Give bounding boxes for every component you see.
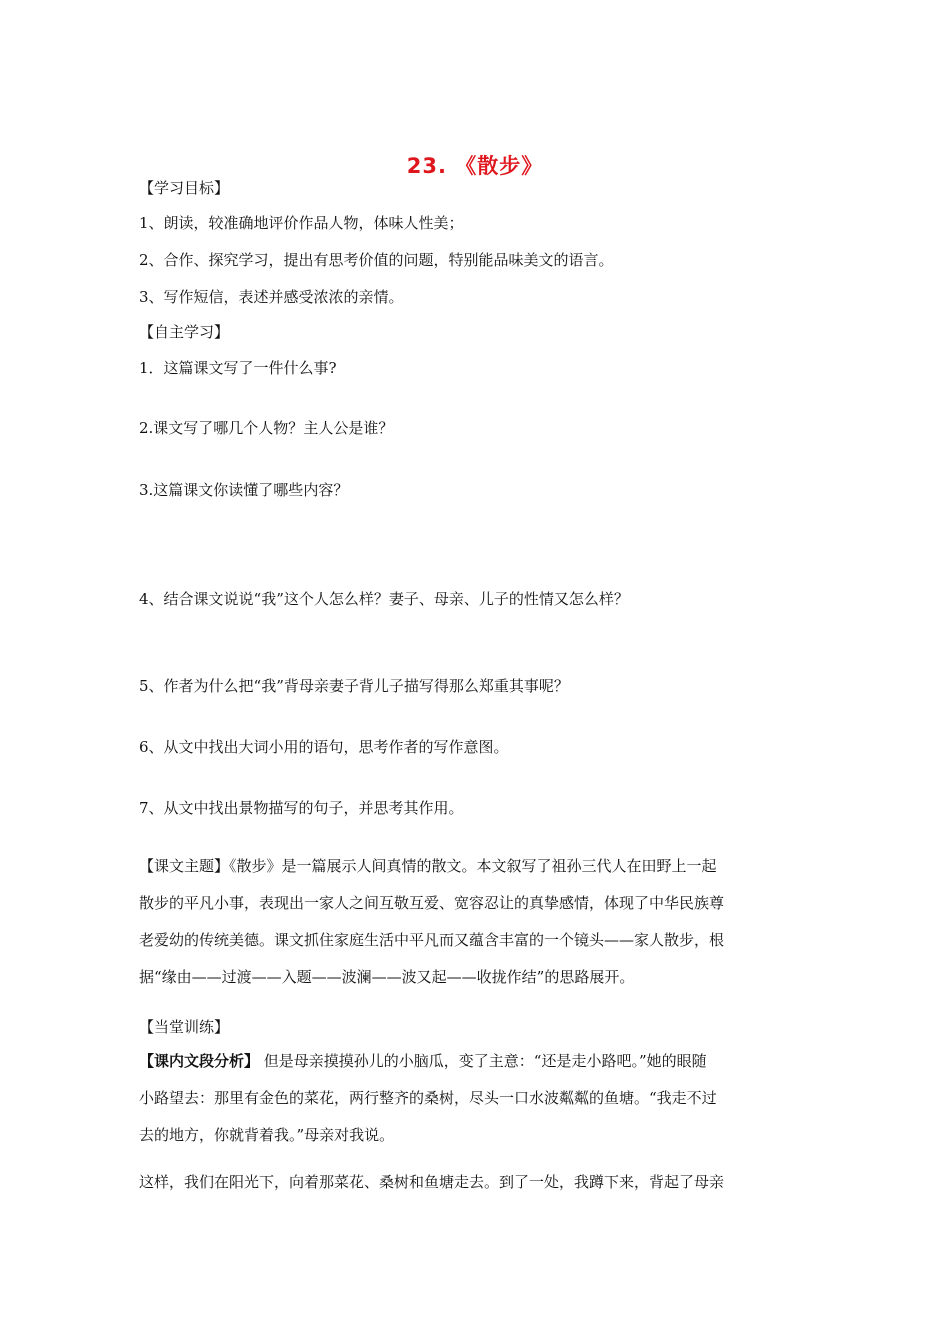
analysis-line — [139, 1043, 811, 1080]
question-6: 6、从文中找出大词小用的语句，思考作者的写作意图。 — [139, 738, 509, 756]
theme-paragraph — [139, 848, 811, 996]
analysis-line: 小路望去：那里有金色的菜花，两行整齐的桑树，尽头一口水波粼粼的鱼塘。“我走不过 — [139, 1089, 717, 1107]
theme-line: 【课文主题】《散步》是一篇展示人间真情的散文。本文叙写了祖孙三代人在田野上一起 — [139, 857, 717, 875]
theme-line: 老爱幼的传统美德。课文抓住家庭生活中平凡而又蕴含丰富的一个镜头——家人散步，根 — [139, 931, 725, 949]
theme-line: 据“缘由——过渡——入题——波澜——波又起——收拢作结”的思路展开。 — [139, 968, 635, 986]
goal-item-2: 2、合作、探究学习，提出有思考价值的问题，特别能品味美文的语言。 — [139, 251, 614, 269]
analysis-text: 但是母亲摸摸孙儿的小脑瓜，变了主意：“还是走小路吧。”她的眼随 — [259, 1052, 707, 1070]
question-1: 1．这篇课文写了一件什么事? — [139, 359, 337, 377]
analysis-paragraph — [139, 1043, 811, 1154]
question-5: 5、作者为什么把“我”背母亲妻子背儿子描写得那么郑重其事呢？ — [139, 677, 569, 695]
goal-item-1: 1、朗读，较准确地评价作品人物，体味人性美； — [139, 214, 464, 232]
question-3: 3.这篇课文你读懂了哪些内容？ — [139, 481, 349, 499]
practice-heading: 【当堂训练】 — [139, 1018, 230, 1036]
question-4: 4、结合课文说说“我”这个人怎么样？妻子、母亲、儿子的性情又怎么样？ — [139, 590, 629, 608]
page-title: 23. 《散步》 — [406, 154, 544, 178]
question-2: 2.课文写了哪几个人物？主人公是谁？ — [139, 419, 394, 437]
goal-item-3: 3、写作短信，表述并感受浓浓的亲情。 — [139, 288, 404, 306]
theme-line: 散步的平凡小事，表现出一家人之间互敬互爱、宽容忍让的真挚感情，体现了中华民族尊 — [139, 894, 725, 912]
analysis-label: 【课内文段分析】 — [139, 1052, 260, 1070]
question-7: 7、从文中找出景物描写的句子，并思考其作用。 — [139, 799, 464, 817]
goals-heading: 【学习目标】 — [139, 179, 230, 197]
analysis-line: 去的地方，你就背着我。”母亲对我说。 — [139, 1126, 395, 1144]
self-study-heading: 【自主学习】 — [139, 323, 230, 341]
passage-line: 这样，我们在阳光下，向着那菜花、桑树和鱼塘走去。到了一处，我蹲下来，背起了母亲 — [139, 1173, 725, 1191]
